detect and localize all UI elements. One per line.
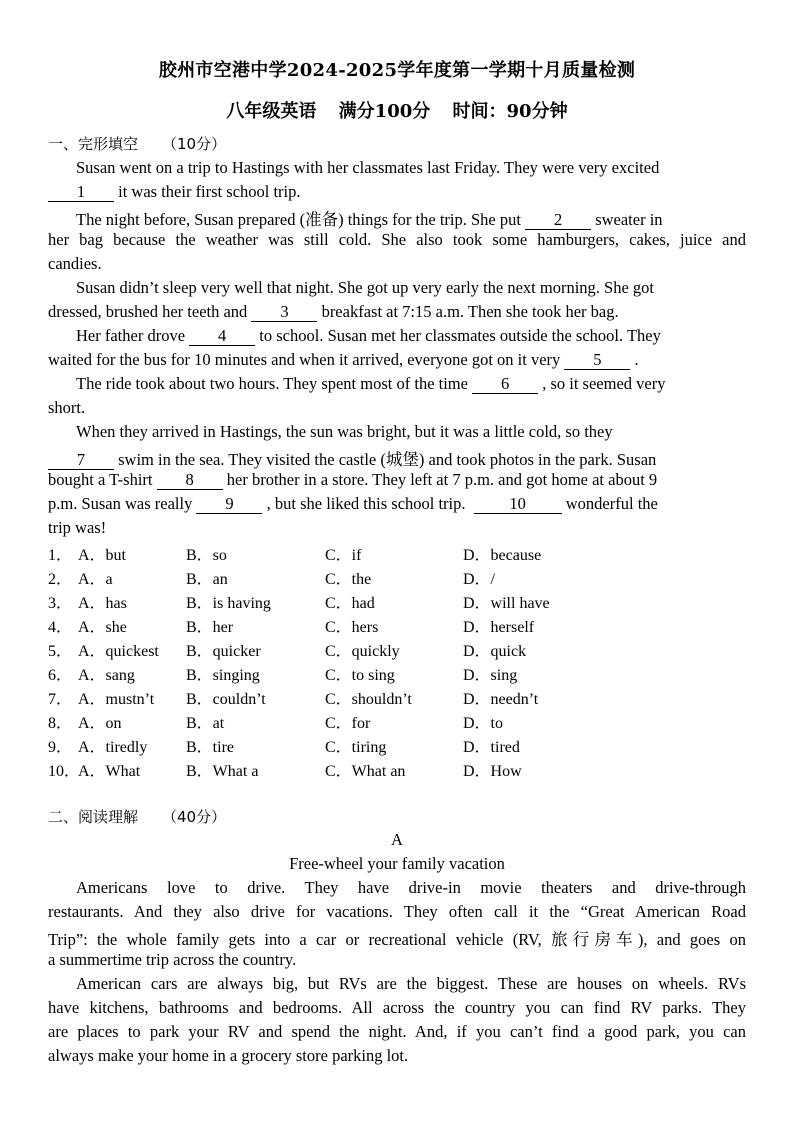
blank-1[interactable]: 1 (48, 183, 114, 202)
question-number: 8． (48, 715, 73, 732)
option-a[interactable]: A．tiredly (78, 739, 148, 756)
cloze-line: short. (48, 398, 86, 417)
option-a[interactable]: A．has (78, 595, 127, 612)
option-a[interactable]: A．but (78, 547, 127, 564)
cloze-line: waited for the bus for 10 minutes and when it arrived, everyone got on it very 5 . (48, 350, 639, 369)
cloze-line: Her father drove 4 to school. Susan met her classmates outside the school. They (76, 326, 661, 345)
passage-line: American cars are always big, but RVs are the biggest. These are houses on wheels. RVs (76, 974, 746, 993)
option-d[interactable]: D．How (463, 763, 522, 780)
time-label: 时间：90分钟 (452, 101, 568, 122)
question-number: 6． (48, 667, 73, 684)
option-b[interactable]: B．so (186, 547, 227, 564)
option-b[interactable]: B．couldn’t (186, 691, 266, 708)
option-d[interactable]: D．quick (463, 643, 527, 660)
passage-line: always make your home in a grocery store parking lot. (48, 1046, 409, 1065)
cloze-line: dressed, brushed her teeth and 3 breakfast at 7:15 a.m. Then she took her bag. (48, 302, 619, 321)
option-b[interactable]: B．quicker (186, 643, 261, 660)
cloze-line: p.m. Susan was really 9 , but she liked this school trip. 10 wonderful the (48, 494, 658, 513)
passage-line: are places to park your RV and spend the night. And, if you can’t find a good park, you can (48, 1022, 746, 1041)
option-c[interactable]: C．tiring (325, 739, 387, 756)
option-d[interactable]: D．herself (463, 619, 535, 636)
option-d[interactable]: D．sing (463, 667, 518, 684)
option-c[interactable]: C．the (325, 571, 372, 588)
option-c[interactable]: C．to sing (325, 667, 395, 684)
question-number: 9． (48, 739, 73, 756)
question-row (48, 710, 748, 734)
cloze-line: 7 swim in the sea. They visited the castle (城堡) and took photos in the park. Susan (48, 446, 656, 470)
exam-subtitle (0, 97, 794, 123)
passage-line: a summertime trip across the country. (48, 950, 297, 969)
option-c[interactable]: C．for (325, 715, 371, 732)
question-number: 10． (48, 763, 81, 780)
exam-title: 胶州市空港中学2024-2025学年度第一学期十月质量检测 (158, 60, 636, 81)
cloze-line: trip was! (48, 518, 107, 537)
option-c[interactable]: C．hers (325, 619, 379, 636)
question-number: 4． (48, 619, 73, 636)
blank-4[interactable]: 4 (189, 327, 255, 346)
question-number: 7． (48, 691, 73, 708)
blank-5[interactable]: 5 (564, 351, 630, 370)
option-b[interactable]: B．at (186, 715, 225, 732)
blank-10[interactable]: 10 (474, 495, 562, 514)
cloze-line: The night before, Susan prepared (准备) things for the trip. She put 2 sweater in (76, 210, 663, 229)
option-a[interactable]: A．quickest (78, 643, 159, 660)
subject-label: 八年级英语 (226, 101, 317, 122)
cloze-line: bought a T-shirt 8 her brother in a store. They left at 7 p.m. and got home at about 9 (48, 470, 658, 489)
question-number: 2． (48, 571, 73, 588)
option-d[interactable]: D．/ (463, 571, 496, 588)
question-row (48, 662, 748, 686)
option-c[interactable]: C．shouldn’t (325, 691, 412, 708)
passage-line: restaurants. And they also drive for vacations. They often call it the “Great American Road (48, 902, 746, 921)
blank-9[interactable]: 9 (196, 495, 262, 514)
cloze-line: The ride took about two hours. They spent most of the time 6 , so it seemed very (76, 374, 666, 393)
option-b[interactable]: B．is having (186, 595, 271, 612)
cloze-line: 1 it was their first school trip. (48, 182, 301, 202)
passage-line: Americans love to drive. They have drive-in movie theaters and drive-through (76, 878, 746, 897)
option-a[interactable]: A．sang (78, 667, 135, 684)
blank-7[interactable]: 7 (48, 451, 114, 470)
question-row (48, 758, 748, 782)
cloze-line: Susan didn’t sleep very well that night. She got up very early the next morning. She got (76, 278, 655, 297)
option-c[interactable]: C．had (325, 595, 375, 612)
option-c[interactable]: C．if (325, 547, 362, 564)
section2-heading: 二、阅读理解 （40分） (48, 808, 227, 826)
cloze-line: When they arrived in Hastings, the sun was bright, but it was a little cold, so they (76, 422, 613, 441)
option-b[interactable]: B．tire (186, 739, 234, 756)
cloze-line: her bag because the weather was still cold. She also took some hamburgers, cakes, juice and (48, 230, 746, 249)
cloze-line: candies. (48, 254, 102, 273)
option-d[interactable]: D．will have (463, 595, 550, 612)
passage-title: Free-wheel your family vacation (289, 854, 505, 873)
question-number: 3． (48, 595, 73, 612)
blank-8[interactable]: 8 (157, 471, 223, 490)
option-a[interactable]: A．What (78, 763, 141, 780)
option-d[interactable]: D．to (463, 715, 504, 732)
question-row (48, 614, 748, 638)
option-a[interactable]: A．on (78, 715, 122, 732)
question-number: 5． (48, 643, 73, 660)
question-number: 1． (48, 547, 73, 564)
question-row (48, 542, 748, 566)
blank-2[interactable]: 2 (525, 211, 591, 230)
option-d[interactable]: D．tired (463, 739, 520, 756)
option-a[interactable]: A．a (78, 571, 113, 588)
option-d[interactable]: D．because (463, 547, 542, 564)
passage-line: have kitchens, bathrooms and bedrooms. All across the country you can find RV parks. They (48, 998, 746, 1017)
question-row (48, 566, 748, 590)
question-row (48, 638, 748, 662)
question-row (48, 590, 748, 614)
option-b[interactable]: B．What a (186, 763, 259, 780)
blank-3[interactable]: 3 (251, 303, 317, 322)
blank-6[interactable]: 6 (472, 375, 538, 394)
option-b[interactable]: B．her (186, 619, 234, 636)
passage-line: Trip”: the whole family gets into a car or recreational vehicle (RV, 旅行房车), and goes on (48, 930, 746, 949)
cloze-line: Susan went on a trip to Hastings with her classmates last Friday. They were very excited (76, 158, 660, 177)
option-d[interactable]: D．needn’t (463, 691, 539, 708)
section1-heading: 一、完形填空 （10分） (48, 135, 227, 153)
option-a[interactable]: A．she (78, 619, 127, 636)
score-label: 满分100分 (338, 101, 431, 122)
option-c[interactable]: C．quickly (325, 643, 400, 660)
question-row (48, 734, 748, 758)
option-c[interactable]: C．What an (325, 763, 406, 780)
question-row (48, 686, 748, 710)
option-b[interactable]: B．singing (186, 667, 260, 684)
option-a[interactable]: A．mustn’t (78, 691, 155, 708)
option-b[interactable]: B．an (186, 571, 228, 588)
passage-letter: A (391, 830, 403, 849)
